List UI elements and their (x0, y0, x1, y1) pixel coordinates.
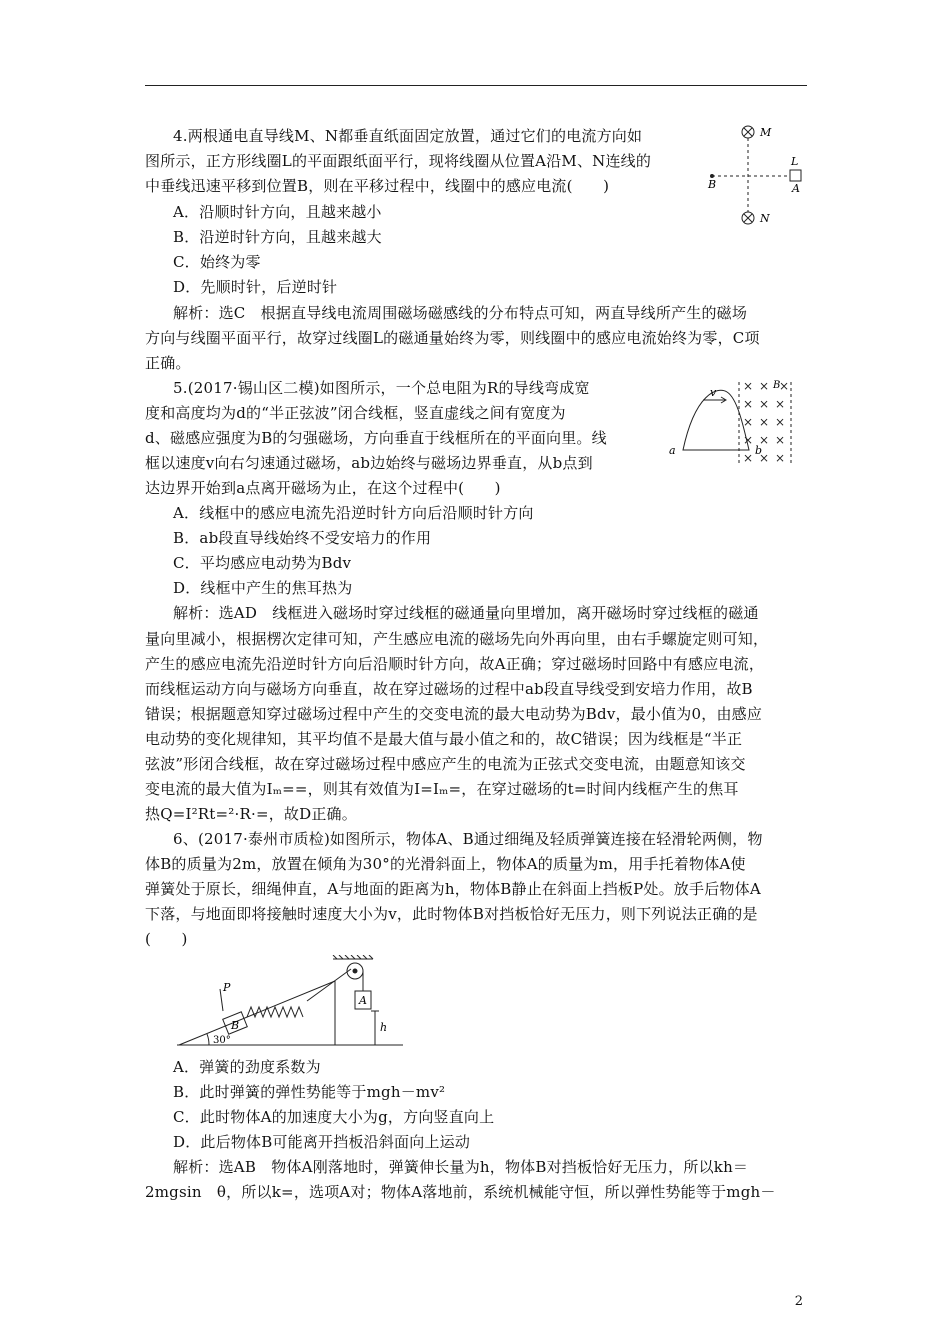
q4-label-n: N (760, 212, 770, 225)
q5-analysis-line-4: 而线框运动方向与磁场方向垂直，故在穿过磁场的过程中ab段直导线受到安培力作用，故B (145, 680, 753, 698)
page-number: 2 (794, 1294, 803, 1309)
q6-label-b: B (231, 1019, 240, 1032)
q6-analysis-line-2: 2mgsin θ，所以k=，选项A对；物体A落地前，系统机械能守恒，所以弹性势能等于mgh－ (145, 1183, 776, 1201)
q5-stem-line-2: 度和高度均为d的“半正弦波”闭合线框，竖直虚线之间有宽度为 (145, 404, 566, 422)
q5-field-cross: × (779, 379, 790, 393)
q6-label-h: h (380, 1021, 388, 1034)
q5-analysis-line-5: 错误；根据题意知穿过磁场过程中产生的交变电流的最大电动势为Bdv，最小值为0，由感应 (145, 705, 763, 723)
q5-field-cross: × (743, 415, 754, 429)
q4-analysis-line-3: 正确。 (145, 354, 191, 372)
q5-analysis-line-3: 产生的感应电流先沿逆时针方向后沿顺时针方向，故A正确；穿过磁场时回路中有感应电流， (145, 655, 765, 673)
q4-stem-line-1: 4.两根通电直导线M、N都垂直纸面固定放置，通过它们的电流方向如 (173, 127, 643, 145)
q5-field-cross: × (759, 379, 770, 393)
q6-stem-line-2: 体B的质量为2m，放置在倾角为30°的光滑斜面上，物体A的质量为m，用手托着物体A使 (145, 855, 746, 873)
q6-label-a: A (359, 994, 367, 1007)
q5-stem-line-3: d、磁感应强度为B的匀强磁场，方向垂直于线框所在的平面向里。线 (145, 429, 607, 447)
q5-field-cross: × (775, 433, 786, 447)
q5-analysis-line-6: 电动势的变化规律知，其平均值不是最大值与最小值之和的，故C错误；因为线框是“半正 (145, 730, 743, 748)
q4-option-c: C．始终为零 (173, 253, 261, 271)
q4-figure (700, 120, 815, 230)
q5-stem-line-1: 5.(2017·锡山区二模)如图所示，一个总电阻为R的导线弯成宽 (173, 379, 590, 397)
q6-label-angle: 30° (213, 1035, 231, 1046)
q4-label-l: L (791, 155, 799, 168)
q5-option-b: B．ab段直导线始终不受安培力的作用 (173, 529, 432, 547)
q5-field-cross: × (759, 397, 770, 411)
q6-option-d: D．此后物体B可能离开挡板沿斜面向上运动 (173, 1133, 471, 1151)
q6-option-a: A．弹簧的劲度系数为 (173, 1058, 321, 1076)
q4-option-b: B．沿逆时针方向，且越来越大 (173, 228, 382, 246)
q6-option-c: C．此时物体A的加速度大小为g，方向竖直向上 (173, 1108, 495, 1126)
q5-option-a: A．线框中的感应电流先沿逆时针方向后沿顺时针方向 (173, 504, 534, 522)
q5-stem-line-4: 框以速度v向右匀速通过磁场，ab边始终与磁场边界垂直，从b点到 (145, 454, 593, 472)
q5-field-cross: × (775, 415, 786, 429)
q4-analysis-line-2: 方向与线圈平面平行，故穿过线圈L的磁通量始终为零，则线圈中的感应电流始终为零，C项 (145, 329, 760, 347)
q5-figure (665, 374, 800, 469)
q6-analysis-line-1: 解析：选AB 物体A刚落地时，弹簧伸长量为h，物体B对挡板恰好无压力，所以kh＝ (173, 1158, 749, 1176)
q5-label-a: a (669, 444, 676, 457)
q5-field-cross: × (775, 397, 786, 411)
q5-field-cross: × (743, 379, 754, 393)
q4-label-m: M (760, 126, 772, 139)
q5-analysis-line-9: 热Q=I²Rt=²·R·=，故D正确。 (145, 805, 357, 823)
q6-stem-line-4: 下落，与地面即将接触时速度大小为v，此时物体B对挡板恰好无压力，则下列说法正确的是 (145, 905, 758, 923)
q6-option-b: B．此时弹簧的弹性势能等于mgh－mv² (173, 1083, 446, 1101)
q6-label-p: P (223, 981, 231, 994)
header-rule (145, 85, 807, 86)
q6-stem-line-1: 6、(2017·泰州市质检)如图所示，物体A、B通过细绳及轻质弹簧连接在轻滑轮两侧，物 (173, 830, 763, 848)
q5-field-cross: × (759, 415, 770, 429)
q6-figure (175, 955, 405, 1050)
q5-analysis-line-7: 弦波”形闭合线框，故在穿过磁场过程中感应产生的电流为正弦式交变电流，由题意知该交 (145, 755, 746, 773)
q4-option-d: D．先顺时针，后逆时针 (173, 278, 338, 296)
q5-label-b: b (755, 444, 763, 457)
q6-stem-line-5: ( ) (145, 930, 188, 948)
q5-option-d: D．线框中产生的焦耳热为 (173, 579, 353, 597)
q6-stem-line-3: 弹簧处于原长，细绳伸直，A与地面的距离为h，物体B静止在斜面上挡板P处。放手后物体A (145, 880, 761, 898)
q5-field-cross: × (759, 433, 770, 447)
q5-label-v: v (710, 386, 717, 399)
q5-field-cross: × (743, 451, 754, 465)
q4-label-a: A (792, 182, 800, 195)
q5-field-cross: × (775, 451, 786, 465)
q4-stem-line-2: 图所示，正方形线圈L的平面跟纸面平行，现将线圈从位置A沿M、N连线的 (145, 152, 652, 170)
q5-option-c: C．平均感应电动势为Bdv (173, 554, 352, 572)
q5-analysis-line-1: 解析：选AD 线框进入磁场时穿过线框的磁通量向里增加，离开磁场时穿过线框的磁通 (173, 604, 759, 622)
q4-option-a: A．沿顺时针方向，且越来越小 (173, 203, 382, 221)
q5-field-cross: × (743, 433, 754, 447)
q5-analysis-line-2: 量向里减小，根据楞次定律可知，产生感应电流的磁场先向外再向里，由右手螺旋定则可知， (145, 630, 769, 648)
q5-field-cross: × (743, 397, 754, 411)
q4-stem-line-3: 中垂线迅速平移到位置B，则在平移过程中，线圈中的感应电流( ) (145, 177, 610, 195)
q5-field-cross: × (759, 451, 770, 465)
q4-label-b: B (708, 178, 717, 191)
q5-analysis-line-8: 变电流的最大值为Iₘ==，则其有效值为I=Iₘ=，在穿过磁场的t=时间内线框产生的焦耳 (145, 780, 739, 798)
q5-stem-line-5: 达边界开始到a点离开磁场为止，在这个过程中( ) (145, 479, 501, 497)
q5-label-field-b: B (773, 380, 781, 391)
q4-analysis-line-1: 解析：选C 根据直导线电流周围磁场磁感线的分布特点可知，两直导线所产生的磁场 (173, 304, 748, 322)
